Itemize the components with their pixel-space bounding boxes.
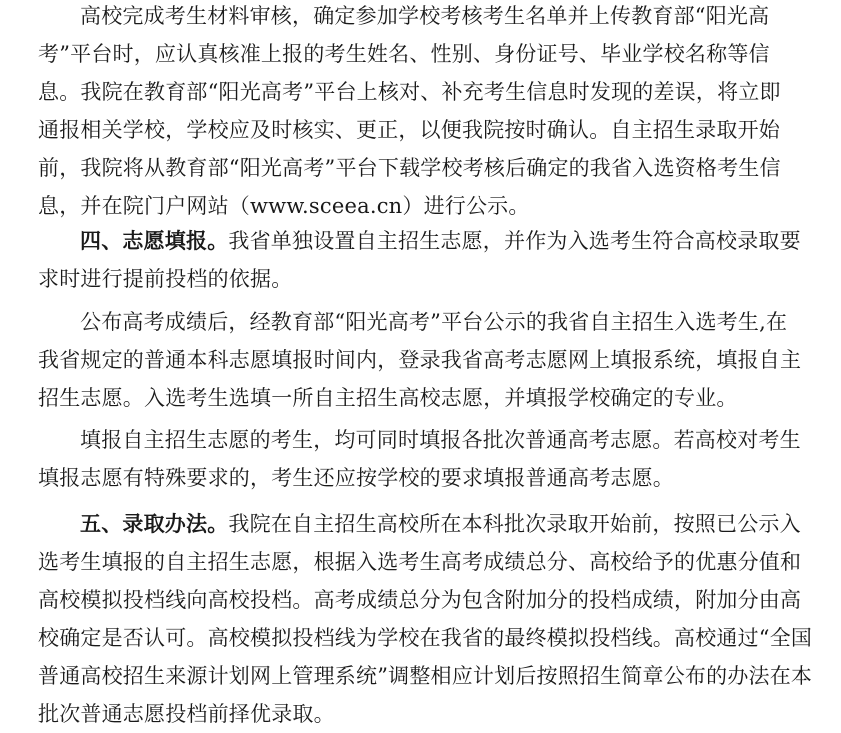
text-run: 我院在自主招生高校所在本科批次录取开始前，按照已公示入: [228, 512, 801, 536]
paragraph-score-release: [38, 303, 818, 417]
text-run: 我省单独设置自主招生志愿，并作为入选考生符合高校录取要: [228, 229, 801, 253]
text-line: [38, 505, 818, 543]
text-line: 前，我院将从教育部“阳光高考”平台下载学校考核后确定的我省入选资格考生信: [38, 156, 781, 180]
text-line: 息，并在院门户网站（www.sceea.cn）进行公示。: [38, 194, 530, 218]
text-line: 选考生填报的自主招生志愿，根据入选考生高考成绩总分、高校给予的优惠分值和: [38, 550, 802, 574]
text-line: 招生志愿。入选考生选填一所自主招生高校志愿，并填报学校确定的专业。: [38, 386, 738, 410]
paragraph-general-volunteer: [38, 421, 818, 497]
text-line: 高校模拟投档线向高校投档。高考成绩总分为包含附加分的投档成绩，附加分由高: [38, 588, 802, 612]
text-line: 校确定是否认可。高校模拟投档线为学校在我省的最终模拟投档线。高校通过“全国: [38, 626, 813, 650]
paragraph-candidate-info: [38, 0, 818, 225]
section-heading: 五、录取办法。: [80, 511, 229, 536]
paragraph-admission-method: [38, 505, 818, 733]
section-heading: 四、志愿填报。: [80, 228, 229, 253]
text-line: 求时进行提前投档的依据。: [38, 267, 293, 291]
text-line: 我省规定的普通本科志愿填报时间内，登录我省高考志愿网上填报系统，填报自主: [38, 348, 802, 372]
text-line: 考”平台时，应认真核准上报的考生姓名、性别、身份证号、毕业学校名称等信: [38, 42, 770, 66]
text-line: 公布高考成绩后，经教育部“阳光高考”平台公示的我省自主招生入选考生,在: [80, 310, 788, 334]
text-line: 高校完成考生材料审核，确定参加学校考核考生名单并上传教育部“阳光高: [80, 4, 770, 28]
text-line: 普通高校招生来源计划网上管理系统”调整相应计划后按照招生简章公布的办法在本: [38, 664, 813, 688]
text-line: 填报自主招生志愿的考生，均可同时填报各批次普通高考志愿。若高校对考生: [80, 428, 801, 452]
text-line: 批次普通志愿投档前择优录取。: [38, 702, 335, 726]
text-line: 填报志愿有特殊要求的，考生还应按学校的要求填报普通高考志愿。: [38, 466, 674, 490]
text-line: 通报相关学校，学校应及时核实、更正，以便我院按时确认。自主招生录取开始: [38, 118, 780, 142]
paragraph-volunteer-filling: [38, 222, 818, 298]
text-line: [38, 222, 818, 260]
text-line: 息。我院在教育部“阳光高考”平台上核对、补充考生信息时发现的差误，将立即: [38, 80, 781, 104]
